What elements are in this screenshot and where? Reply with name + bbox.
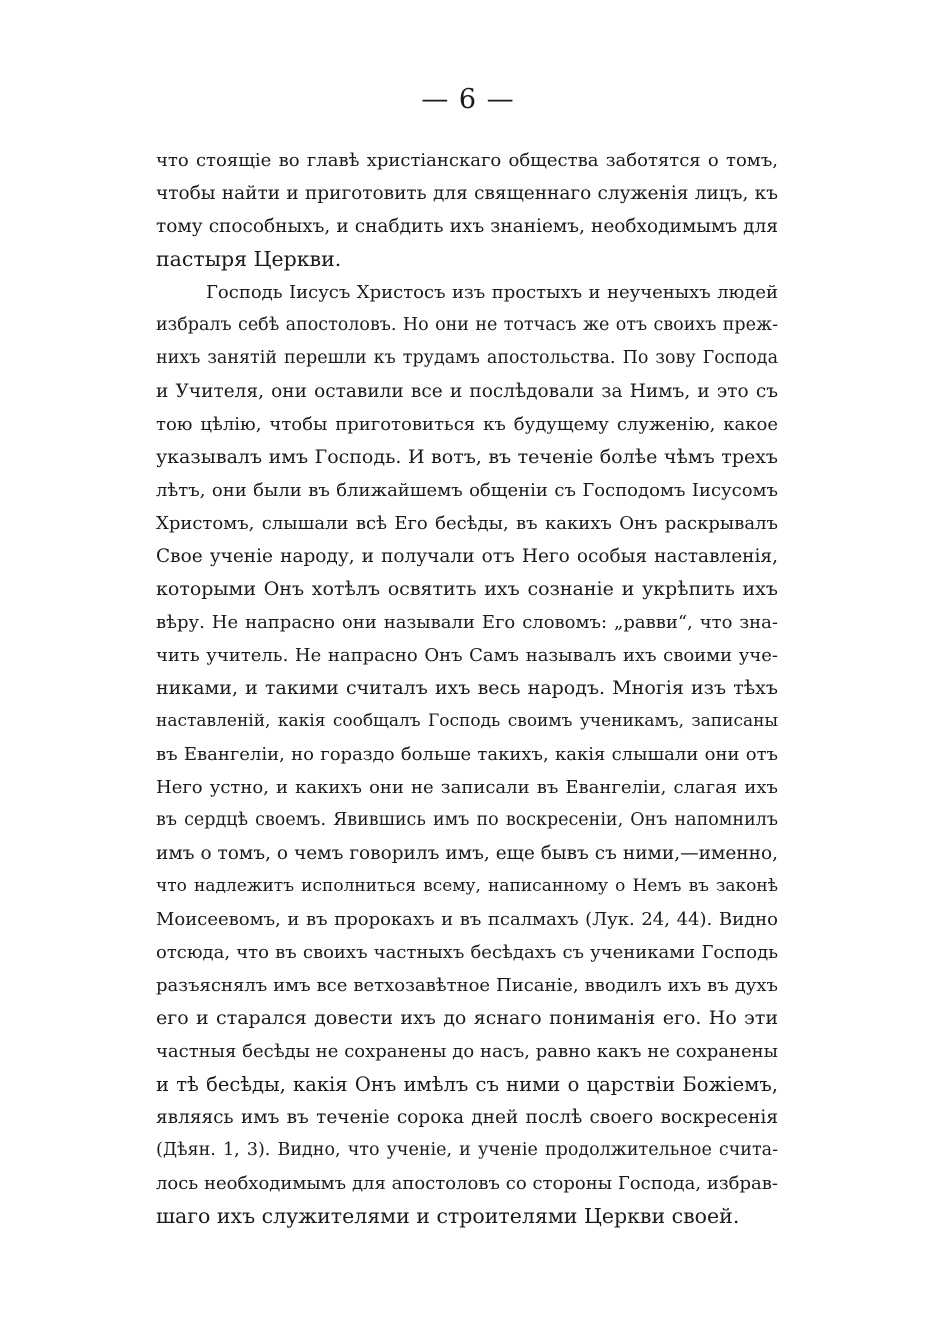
text-line: являясь имъ въ теченіе сорока дней послѣ своего воскресенія [156, 1107, 778, 1128]
page-number: — 6 — [421, 84, 515, 115]
text-line: шаго ихъ служителями и строителями Церкви своей. [156, 1204, 740, 1228]
text-line: въ Евангеліи, но гораздо больше такихъ, какія слышали они отъ [156, 744, 778, 765]
text-line: которыми Онъ хотѣлъ освятить ихъ сознаніе и укрѣпить ихъ [156, 578, 778, 600]
text-line: Моисеевомъ, и въ пророкахъ и въ псалмахъ (Лук. 24, 44). Видно [156, 909, 778, 930]
text-line: избралъ себѣ апостоловъ. Но они не тотчасъ же отъ своихъ преж- [156, 315, 778, 335]
text-line: и Учителя, они оставили все и послѣдовали за Нимъ, и это съ [156, 381, 778, 402]
text-line: пастыря Церкви. [156, 247, 342, 271]
text-line: имъ о томъ, о чемъ говорилъ имъ, еще бывъ съ ними,—именно, [156, 843, 778, 864]
text-line: что надлежитъ исполниться всему, написанному о Немъ въ законѣ [156, 876, 778, 896]
text-line: разъяснялъ имъ все ветхозавѣтное Писаніе, вводилъ ихъ въ духъ [156, 975, 778, 996]
text-line: что стоящіе во главѣ христіанскаго общества заботятся о томъ, [156, 150, 778, 171]
text-line: нихъ занятій перешли къ трудамъ апостольства. По зову Господа [156, 348, 778, 368]
text-line: лѣтъ, они были въ ближайшемъ общеніи съ Господомъ Іисусомъ [156, 480, 778, 501]
text-line: указывалъ имъ Господь. И вотъ, въ теченіе болѣе чѣмъ трехъ [156, 446, 778, 468]
text-line: чтобы найти и приготовить для священнаго служенія лицъ, къ [156, 183, 778, 204]
text-line: Свое ученіе народу, и получали отъ Него особыя наставленія, [156, 546, 778, 567]
text-line: въ сердцѣ своемъ. Явившись имъ по воскресеніи, Онъ напомнилъ [156, 810, 778, 830]
text-line: Него устно, и какихъ они не записали въ Евангеліи, слагая ихъ [156, 777, 778, 798]
text-line: и тѣ бесѣды, какія Онъ имѣлъ съ ними о царствіи Божіемъ, [156, 1073, 778, 1096]
text-line: Христомъ, слышали всѣ Его бесѣды, въ какихъ Онъ раскрывалъ [156, 513, 778, 534]
text-line: наставленій, какія сообщалъ Господь своимъ ученикамъ, записаны [156, 711, 778, 731]
text-line: тою цѣлію, чтобы приготовиться къ будущему служенію, какое [156, 414, 778, 435]
text-line: его и старался довести ихъ до яснаго пониманія его. Но эти [156, 1007, 778, 1029]
text-line: вѣру. Не напрасно они называли Его словомъ: „равви“, что зна- [156, 612, 778, 633]
text-line: Господь Іисусъ Христосъ изъ простыхъ и неученыхъ людей [206, 282, 778, 303]
text-line: чить учитель. Не напрасно Онъ Самъ называлъ ихъ своими уче- [156, 645, 778, 666]
text-line: лось необходимымъ для апостоловъ со стороны Господа, избрав- [156, 1173, 778, 1194]
text-line: тому способныхъ, и снабдить ихъ знаніемъ, необходимымъ для [156, 216, 778, 237]
text-line: никами, и такими считалъ ихъ весь народъ. Многія изъ тѣхъ [156, 677, 778, 699]
text-line: (Дѣян. 1, 3). Видно, что ученіе, и ученіе продолжительное счита- [156, 1140, 778, 1160]
text-line: частныя бесѣды не сохранены до насъ, равно какъ не сохранены [156, 1041, 778, 1062]
text-line: отсюда, что въ своихъ частныхъ бесѣдахъ съ учениками Господь [156, 942, 778, 963]
